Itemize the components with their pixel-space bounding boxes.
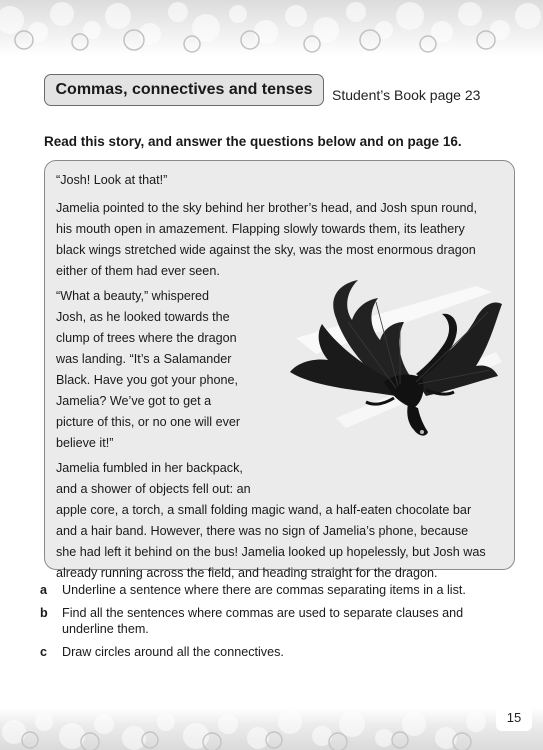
story-line: picture of this, or no one will ever [56,415,241,429]
worksheet-title: Commas, connectives and tenses [44,74,324,106]
question-text: Underline a sentence where there are commas separating items in a list. [62,583,466,597]
story-line: and a hair band. However, there was no sign of Jamelia’s phone, because [56,524,469,538]
book-page-reference: Student’s Book page 23 [332,87,481,103]
question-c [40,644,510,660]
story-line: clump of trees where the dragon [56,331,237,345]
story-paragraph-1: “Josh! Look at that!” [56,173,168,187]
story-line: already running across the field, and heading straight for the dragon. [56,566,438,580]
story-line: believe it!” [56,436,114,450]
story-line: black wings stretched wide against the sky, was the most enormous dragon [56,243,476,257]
question-list [40,582,510,667]
question-letter: a [40,583,48,597]
question-letter: c [40,645,48,659]
question-letter: b [40,606,48,620]
instruction-text: Read this story, and answer the questions below and on page 16. [44,134,462,149]
story-line: was landing. “It’s a Salamander [56,352,232,366]
bottom-decorative-band [0,708,543,750]
question-b [40,605,510,637]
dragon-illustration [276,278,508,450]
page-number: 15 [496,705,532,731]
story-line: Jamelia pointed to the sky behind her brother’s head, and Josh spun round, [56,201,478,215]
story-line: his mouth open in amazement. Flapping slowly towards them, its leathery [56,222,465,236]
story-line: Black. Have you got your phone, [56,373,239,387]
top-decorative-band [0,0,543,56]
story-line: she had left it behind on the bus! Jamelia looked up hopelessly, but Josh was [56,545,486,559]
story-line: apple core, a torch, a small folding magic wand, a half-eaten chocolate bar [56,503,472,517]
story-line: Jamelia fumbled in her backpack, [56,461,243,475]
story-line: Jamelia? We’ve got to get a [56,394,212,408]
question-a [40,582,510,598]
story-line: Josh, as he looked towards the [56,310,230,324]
story-line: “What a beauty,” whispered [56,289,210,303]
story-line: and a shower of objects fell out: an [56,482,251,496]
story-line: either of them had ever seen. [56,264,220,278]
question-text: Draw circles around all the connectives. [62,645,284,659]
question-text: Find all the sentences where commas are used to separate clauses and underline them. [62,606,464,636]
